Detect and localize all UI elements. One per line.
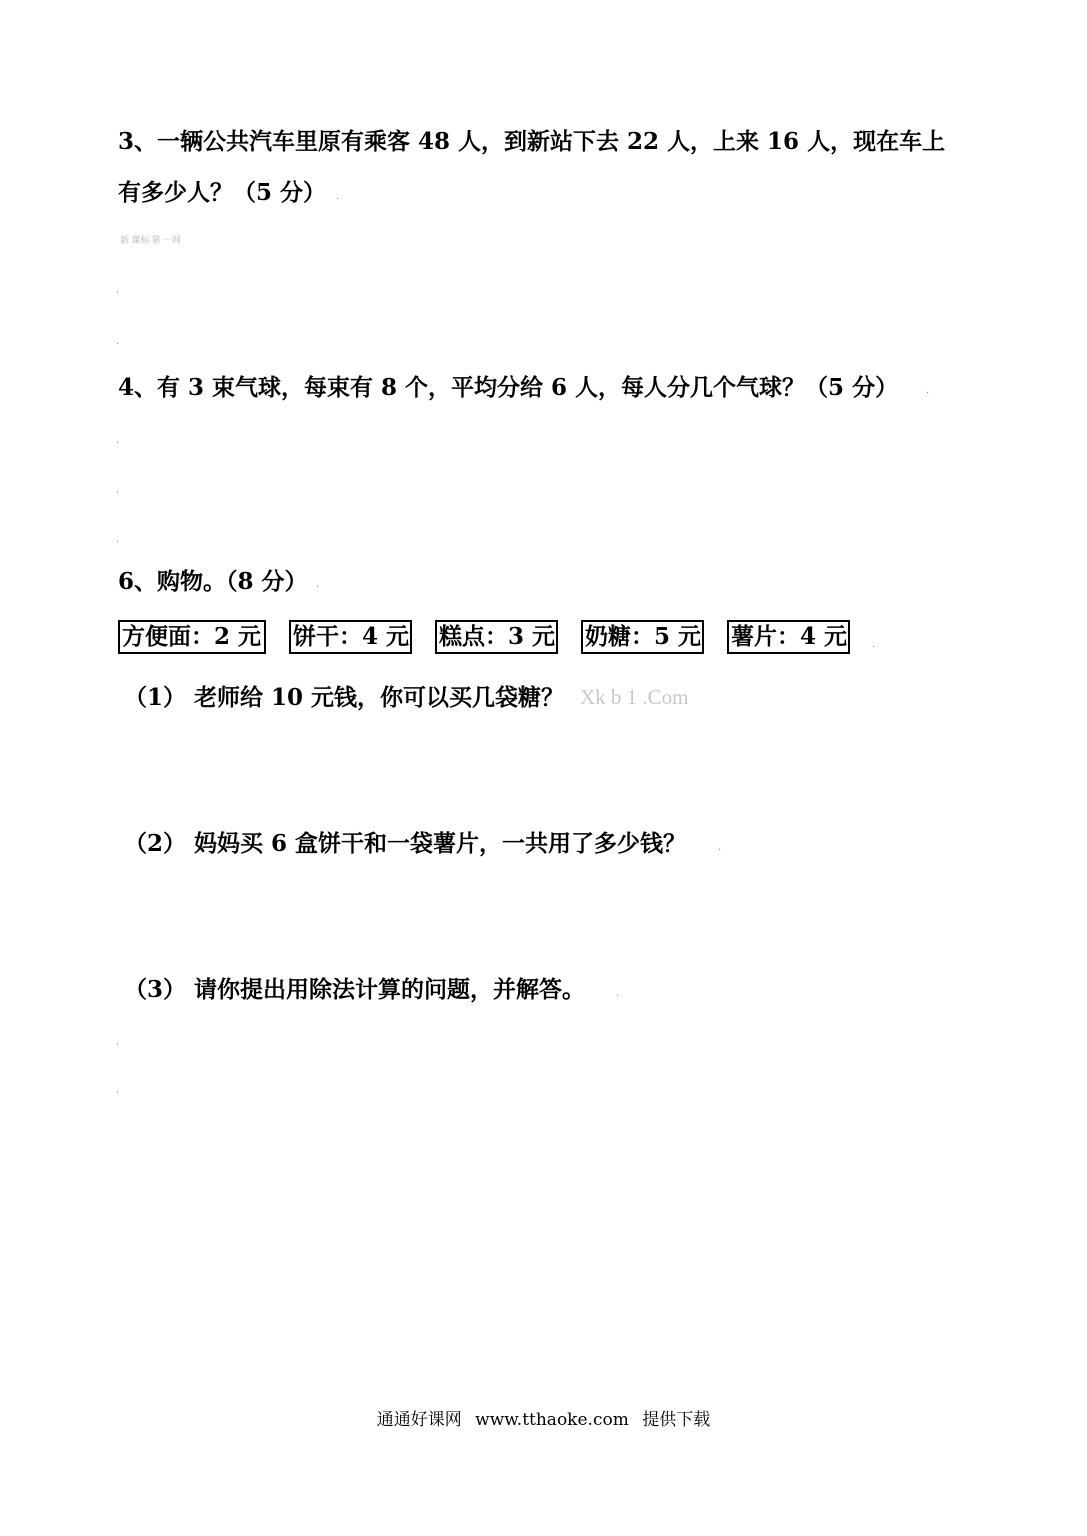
paragraph-mark: .	[116, 435, 120, 446]
footer-suffix: 提供下载	[642, 1410, 711, 1430]
paragraph-mark: .	[116, 485, 120, 496]
price-box-instant-noodles: 方便面：2 元	[118, 620, 266, 654]
paragraph-mark: .	[316, 579, 320, 590]
paragraph-mark: .	[336, 191, 340, 202]
paragraph-mark: .	[616, 988, 620, 999]
footer-url[interactable]: www.tthaoke.com	[475, 1410, 629, 1430]
price-box-potato-chips: 薯片：4 元	[727, 620, 850, 654]
page-footer	[0, 1408, 1087, 1432]
question-4: 4、有 3 束气球，每束有 8 个，平均分给 6 人，每人分几个气球？（5 分）	[118, 374, 899, 401]
paragraph-mark: .	[116, 336, 120, 347]
question-6-sub2: （2） 妈妈买 6 盒饼干和一袋薯片，一共用了多少钱？	[124, 830, 687, 857]
price-box-milk-candy: 奶糖：5 元	[581, 620, 704, 654]
price-box-biscuits: 饼干：4 元	[289, 620, 412, 654]
price-box-pastry: 糕点：3 元	[435, 620, 558, 654]
question-6-title: 6、购物。（8 分）	[118, 568, 308, 595]
paragraph-mark: .	[718, 842, 722, 853]
footer-site-name: 通通好课网	[376, 1410, 462, 1430]
paragraph-mark: .	[926, 385, 930, 396]
question-6-sub3: （3） 请你提出用除法计算的问题，并解答。	[124, 976, 586, 1003]
paragraph-mark: .	[116, 1085, 120, 1096]
paragraph-mark: .	[116, 534, 120, 545]
question-3-line1: 3、一辆公共汽车里原有乘客 48 人，到新站下去 22 人，上来 16 人，现在车上	[118, 128, 946, 155]
paragraph-mark: .	[872, 639, 876, 650]
watermark-text: 新 课标 第 一网	[120, 235, 181, 245]
watermark-xkb1: Xk b 1 .Com	[580, 685, 689, 709]
paragraph-mark: .	[116, 1037, 120, 1048]
question-3-line2: 有多少人？（5 分）	[118, 179, 327, 206]
paragraph-mark: .	[116, 285, 120, 296]
question-6-sub1: （1） 老师给 10 元钱，你可以买几袋糖？	[124, 684, 565, 711]
